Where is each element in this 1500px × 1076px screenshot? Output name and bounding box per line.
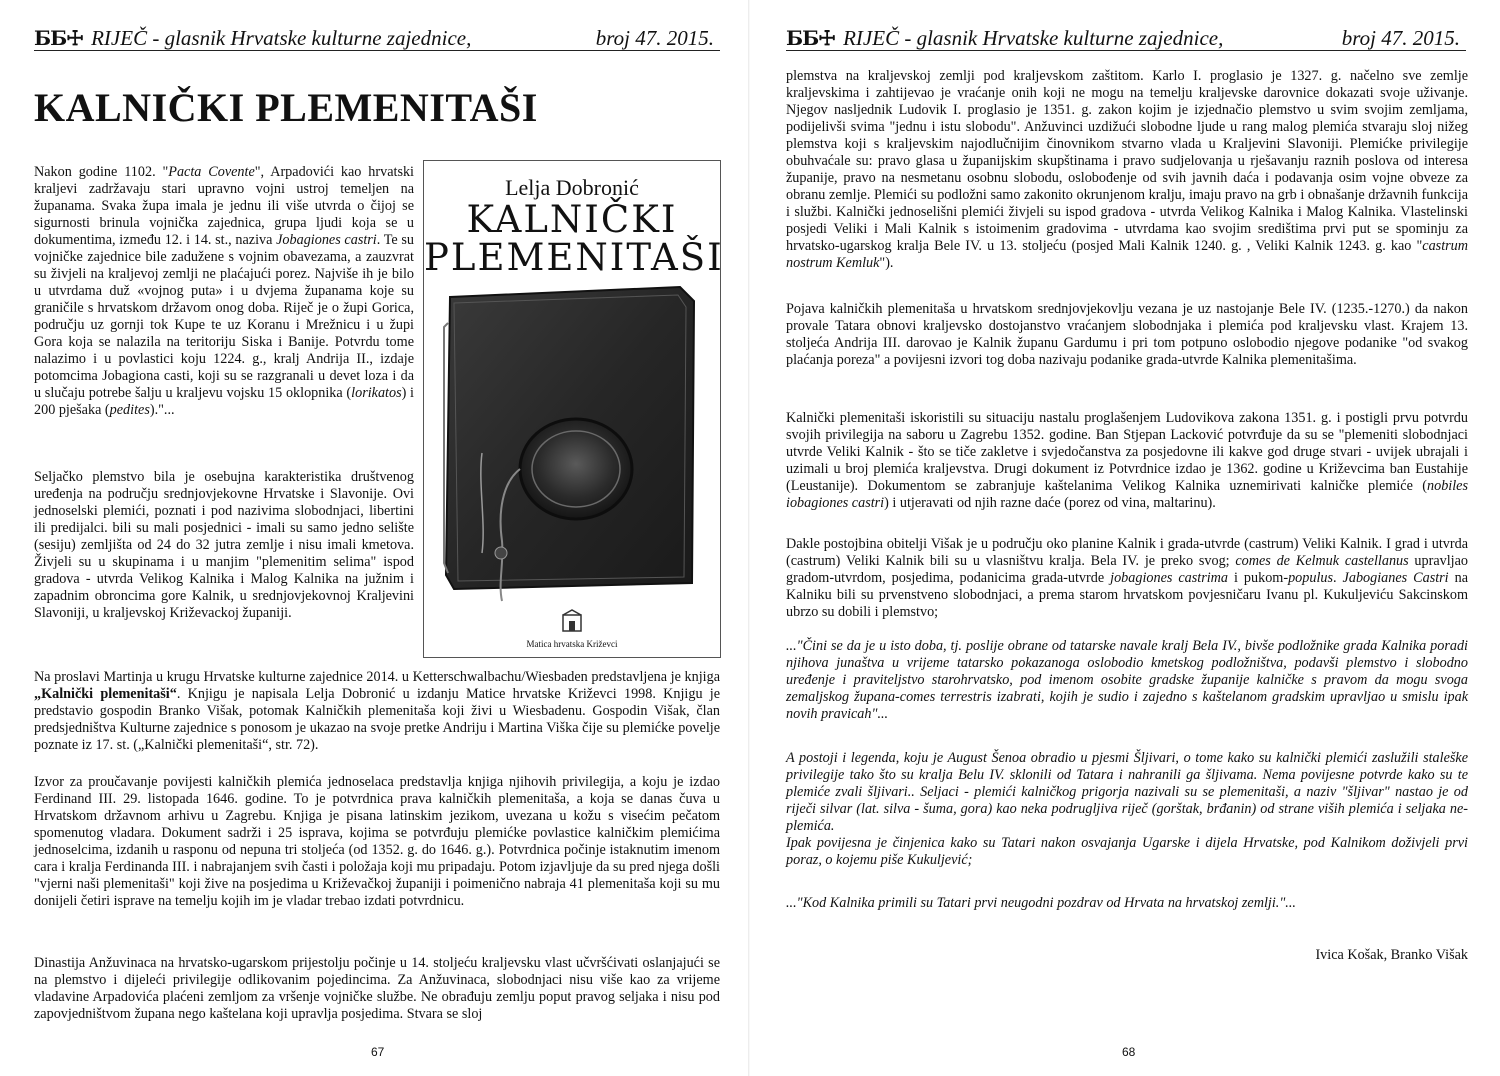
paragraph-9: Dakle postojbina obitelji Višak je u području oko planine Kalnik i grada-utvrde (castrum) Veliki Kalnik. I grad i utvrda (castrum) Veliki Kalnik bili su u vlasništvu kralja. Bela IV. je preko svog; comes de Kelmuk castellanus upravljao gradom-utvrdom, posjedima, podanicima grada-utvrde jobagiones castrima i pukom-populus. Jabogianes Castri na Kalniku bili su prvenstveno slobodnjaci, a prema starom hrvatskom povjesničaru Ivanu pl. Kukuljeviću Sakcinskom ubrzo su dobili i plemstvo; [786,536,1469,620]
paragraph-5: Dinastija Anžuvinaca na hrvatsko-ugarskom prijestolju počinje u 14. stoljeću kraljevsku vlast učvršćivati oslanjajući se na plemstvo i dijeleći privilegije odlikovanim pojedincima. Za Anžuvinaca, slobodnjaci nisu više kao za vrijeme vladavine Arpadovića plaćeni zemljom za vršenje vojničke službe. Ne obrađuju zemlju poput pravog seljaka i nisu pod zapovjedništvom župana nego kaštelana koji upravlja posjedima. Stvara se sloj [34,955,720,1022]
magazine-title: RIJEČ - glasnik Hrvatske kulturne zajednice, [91,26,472,50]
running-header-right [786,26,1466,51]
book-title-line-1: KALNIČKI [466,198,678,241]
magazine-title-right: RIJEČ - glasnik Hrvatske kulturne zajednice, [843,26,1224,50]
book-publisher: Matica hrvatska Križevci [526,639,618,649]
paragraph-8: Kalnički plemenitaši iskoristili su situaciju nastalu proglašenjem Ludovikova zakona 1351. g. i postigli prvu potvrdu svojih privilegija na saboru u Zagrebu 1352. godine. Ban Stjepan Lacković potvrđuje da su se "plemeniti slobodnjaci utvrde Veliki Kalnik - što se tiče zakletve i svjedočanstva za posjedovne ili kakve god druge stvari - uvijek ubrajali i uzimali u broj plemića kraljevstva. Drugi dokument iz Potvrdnice izdao je 1362. godine u Križevcima ban Eustahije (Leustanije). Dokumentom se zabranjuje kaštelanima Velikog Kalnika uznemirivati kalničke plemiće (nobiles iobagiones castri) i utjeravati od njih razne daće (porez od vina, maltarinu). [786,410,1468,511]
running-header [34,26,720,51]
book-cover-image [423,160,724,658]
issue-number-right: broj 47. 2015. [1341,26,1460,50]
issue-number: broj 47. 2015. [595,26,714,50]
book-title [424,198,724,279]
book-author: Lelja Dobronić [505,175,639,200]
publisher-logo-icon [560,609,584,633]
book-title-line-2: PLEMENITAŠI [424,236,724,279]
article-title: KALNIČKI PLEMENITAŠI [34,85,538,130]
paragraph-6: plemstva na kraljevskoj zemlji pod kraljevskom zaštitom. Karlo I. proglasio je 1327. g. načelno sve zemlje kraljevskima i zahtijevao je vraćanje onih koji ne mogu na temelju kraljevske darovnice dokazati svoje uživanje. Njegov nasljednik Ludovik I. proglasio je 1351. g. zakon kojim je izjednačio plemstvo u svim svojim zemljama, podijelivši svima "jednu i istu slobodu". Anžuvinci uzdižući slobodne ljude u rang malog plemića stvaraju sloj nižeg plemstva koji s kraljevskim najodlučnijim činovnikom stvarno vlada u Kraljevini Slavoniji. Plemićke privilegije obuhvaćale su: pravo glasa u županijskim skupštinama i pravo sudjelovanja u rješavanju raznih poslova od interesa županije, pravo na nesmetanu osobnu slobodu, oslobođenje od svih javnih daća i podavanja osim vojne obveze za obranu zemlje. Plemići su podložni samo zakonito okrunjenom kralju, imaju pravo na grb i obnašanje državnih funkcija i službi. Kalnički jednoselišni plemići živjeli su ispod gradova - utvrda Velikog Kalnika i Malog Kalnika. Vlastelinski posjedi Veliki i Mali Kalnik s istoimenim gradovima - utvrdama kao svojim središtima prvi put se spominju za hrvatsko-ugarskog kralja Bele IV. u 13. stoljeću (posjed Mali Kalnik 1240. g. , Veliki Kalnik 1243. g. kao "castrum nostrum Kemluk"). [786,68,1468,271]
paragraph-3: Na proslavi Martinja u krugu Hrvatske kulturne zajednice 2014. u Ketterschwalbachu/Wiesbaden predstavljena je knjiga „Kalnički plemenitaši“. Knjigu je napisala Lelja Dobronić u izdanju Matice hrvatske Križevci 1998. Knjigu je predstavio gospodin Branko Višak, potomak Kalničkih plemenitaša koji živi u Wiesbadenu. Gospodin Višak, član predsjedništva Kulturne zajednice s ponosom je ukazao na svoje pretke Andriju i Martina Viška čije su plemićke povelje poznate iz 17. st. („Kalnički plemenitaši“, str. 72). [34,669,721,753]
paragraph-legend: A postoji i legenda, koju je August Šenoa obradio u pjesmi Šljivari, o tome kako su kalnički plemići zaslužili staleške privilegije tako što su kralja Belu IV. sklonili od Tatara i nahranili ga šljivama. Nema povijesne potvrde kako su te plemiće zvali šljivari.. Seljaci - plemići kalničkog prigorja nazivali su se plemenitaši, a naziv "šljivar" nastao je od riječi silvar (lat. silva - šuma, gora) kao neka podrugljiva riječ (gorštak, brđanin) od strane viših plemića i seljaka ne-plemića. Ipak povijesna je činjenica kako su Tatari nakon osvajanja Ugarske i dijela Hrvatske, pod Kalnikom doživjeli prvi poraz, o kojemu piše Kukuljević; [786,750,1468,868]
quote-1: ..."Čini se da je u isto doba, tj. poslije obrane od tatarske navale kralj Bela IV., bivše podložnike grada Kalnika poradi njihova junaštva u vrijeme tatarsko pokazanoga oslobodio kmetskog podložništva, podavši plemstvo i slobodno uređenje i praviteljstvo starohrvatsko, pod imenom osobite gradske županije kalničke s pravom da mogu svoga zemaljskog župana-comes terrestris izabrati, kojih je sudio i zajedno s kaštelanom gradskim upravljao u smislu ipak novih pravicah"... [786,638,1468,722]
book-photo-icon [442,283,704,603]
page-number-left: 67 [371,1045,385,1059]
magazine-logo-right: ББ☩ [786,26,836,50]
quote-2: ..."Kod Kalnika primili su Tatari prvi neugodni pozdrav od Hrvata na hrvatskoj zemlji."... [786,895,1296,911]
magazine-logo: ББ☩ [34,26,84,50]
paragraph-2: Seljačko plemstvo bila je osebujna karakteristika društvenog uređenja na području srednjovjekovne Hrvatske i Slavonije. Ovi jednoselski plemići, poznati i pod nazivima slobodnjaci, libertini ili predijalci. bili su mali posjednici - imali su samo jedno selište (sesiju) zemljišta od 24 do 32 jutra zemlje i nisu imali kmetova. Živjeli su u skupinama i u manjim "plemenitim selima" ispod gradova - utvrda Velikog Kalnika i Malog Kalnika na južnim i zapadnim obroncima gore Kalnik, u srednjovjekovnoj Kraljevini Slavoniji, u kraljevskoj Križevackoj županiji. [34,469,414,621]
paragraph-4: Izvor za proučavanje povijesti kalničkih plemića jednoselaca predstavlja knjiga njihovih privilegija, a koju je izdao Ferdinand III. 29. listopada 1646. godine. To je potvrdnica prava kalničkih plemenitaša, a koja se danas čuva u Hrvatskom državnom arhivu u Zagrebu. Knjiga je pisana latinskim jezikom, uvezana u kožu s visećim pečatom spomenutog vladara. Dokument sadrži i 25 isprava, kojima se potvrđuju plemićke povlastice kalničkim plemićima jednoselcima, izdanih u rasponu od nepuna tri stoljeća (od 1352. g. do 1646. g.). Potvrdnica počinje istaknutim imenom cara i kralja Ferdinanda III. i nabrajanjem svih časti i položaja koji mu pripadaju. Potom izjavljuje da su pred njega došli "vjerni naši plemenitaši" koji žive na posjedima u Križevačkoj županiji i poimenično nabraja 41 plemenitaša koji su mu donijeli četiri isprave na temelju kojih im je vladar trebao izdati potvrdnicu. [34,774,720,909]
page-number-right: 68 [1122,1045,1136,1059]
article-signature: Ivica Košak, Branko Višak [1315,947,1468,963]
paragraph-7: Pojava kalničkih plemenitaša u hrvatskom srednjovjekovlju vezana je uz nastojanje Bele IV. (1235.-1270.) da nakon provale Tatara obnovi kraljevsko dostojanstvo vraćanjem slobodnjaka i plemića pod kraljevsku vlast. Krajem 13. stoljeća Andrija III. darovao je Kalnik županu Gardumu i pri tom potpuno oslobodio njegove podanike "od svakog plaćanja poreza" a povijesni izvori tog doba nazivaju podanike grada-utvrde Kalnika plemenitašima. [786,301,1468,368]
paragraph-1: Nakon godine 1102. "Pacta Covente", Arpadovići kao hrvatski kraljevi zadržavaju stari upravno vojni ustroj temeljen na županama. Svaka župa imala je jednu ili više utvrda o čijoj se sigurnosti brinula vojnička zajednica, grupa ljudi koja se u dokumentima, između 12. i 14. st., naziva Jobagiones castri. Te su vojničke zajednice bile zadužene s vojnim obavezama, a zauzvrat su živjeli na kraljevoj zemlji ne plaćajući porez. Najviše ih je bilo u utvrdama duž «vojnog puta» i u dvjema županama koje su graničile s hrvatskom državom onog doba. Riječ je o župi Gorica, području uz gornji tok Kupe te uz Koranu i Mrežnicu i u župi Gora koja se nalazila na teritoriju Siska i Banije. Potvrdu tome nalazimo i u povlastici koju 1224. g., kralj Andrija II., izdaje potomcima Jobagiona casti, koji su se razgranali u devet loza i da u slučaju potrebe šalju u kraljevu vojsku 15 oklopnika (lorikatos) i 200 pješaka (pedites)."... [34,164,415,418]
right-page [750,0,1500,1076]
